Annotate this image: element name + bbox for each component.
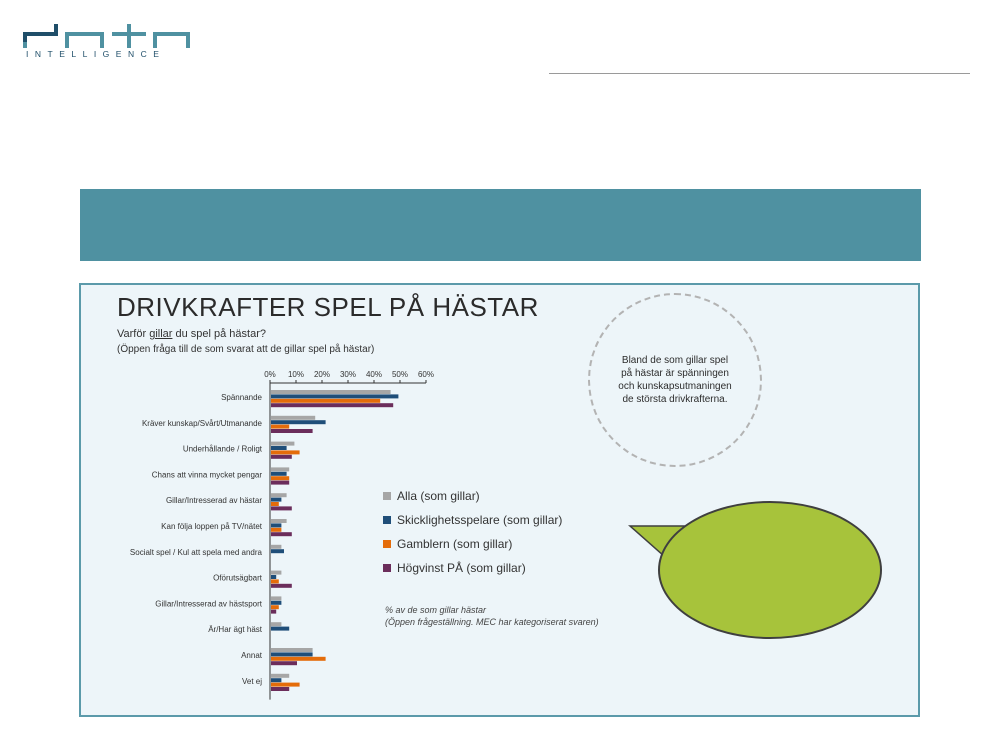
category-label: Socialt spel / Kul att spela med andra — [129, 547, 262, 557]
subtitle-underlined: gillar — [149, 328, 173, 340]
category-label: Spännande — [221, 393, 262, 402]
category-label: Underhållande / Roligt — [182, 444, 262, 454]
bar — [271, 519, 287, 523]
bar — [271, 506, 292, 510]
legend-swatch — [383, 492, 391, 500]
bar — [271, 399, 380, 403]
bar — [271, 472, 287, 476]
bar — [271, 425, 289, 429]
bar — [271, 502, 279, 506]
bar — [271, 610, 276, 614]
legend-item — [383, 489, 480, 503]
bar — [271, 390, 391, 394]
chart-title: DRIVKRAFTER SPEL PÅ HÄSTAR — [117, 292, 539, 322]
bar — [271, 523, 281, 527]
x-tick-label: 60% — [417, 370, 435, 379]
x-tick-label: 0% — [264, 370, 276, 379]
bar — [271, 648, 313, 652]
category-label: Gillar/Intresserad av hästar — [165, 496, 262, 506]
bar — [271, 596, 281, 600]
legend-label: Alla (som gillar) — [397, 489, 480, 503]
subtitle-suffix: du spel på hästar? — [172, 328, 267, 340]
bar — [271, 498, 281, 502]
bar — [271, 571, 281, 575]
bar — [271, 678, 281, 682]
legend-item — [383, 561, 526, 575]
bar — [271, 416, 315, 420]
bar — [271, 674, 289, 678]
category-label: Är/Har ägt häst — [208, 625, 262, 635]
bar — [271, 446, 287, 450]
bar — [271, 442, 294, 446]
category-label: Vet ej — [241, 676, 262, 686]
x-tick-label: 30% — [339, 370, 357, 379]
category-label: Kräver kunskap/Svårt/Utmanande — [141, 418, 262, 428]
bar — [271, 493, 287, 497]
bar — [271, 687, 289, 691]
bar — [271, 652, 313, 656]
note-line-2: (Öppen frågeställning. MEC har kategoriserat svaren) — [385, 617, 599, 627]
legend-label: Gamblern (som gillar) — [397, 537, 513, 551]
bar — [271, 657, 326, 661]
category-label: Kan följa loppen på TV/nätet — [161, 522, 262, 531]
bar — [271, 403, 393, 407]
legend-swatch — [383, 540, 391, 548]
legend-label: Skicklighetsspelare (som gillar) — [397, 513, 563, 527]
category-label: Gillar/Intresserad av hästsport — [155, 599, 262, 609]
x-tick-label: 40% — [365, 370, 383, 379]
bar — [271, 545, 281, 549]
legend-label: Högvinst PÅ (som gillar) — [397, 561, 526, 575]
note-line-1: % av de som gillar hästar — [385, 605, 487, 615]
x-tick-label: 20% — [313, 370, 331, 379]
bar — [271, 661, 297, 665]
speech-bubble — [658, 501, 882, 639]
bar — [271, 683, 300, 687]
bar — [271, 481, 289, 485]
bar — [271, 605, 279, 609]
x-tick-label: 10% — [287, 370, 305, 379]
bar — [271, 476, 289, 480]
category-label: Chans att vinna mycket pengar — [151, 470, 262, 480]
bar — [271, 584, 292, 588]
category-label: Oförutsägbart — [213, 573, 262, 583]
bar — [271, 627, 289, 631]
callout-circle — [588, 293, 762, 467]
legend-item — [383, 537, 512, 551]
chart-subtitle-2: (Öppen fråga till de som svarat att de gillar spel på hästar) — [117, 344, 375, 355]
callout-text: Bland de som gillar spel på hästar är spänningen och kunskapsutmaningen de största drivkrafterna. — [618, 355, 732, 405]
bar — [271, 549, 284, 553]
chart-note — [385, 604, 599, 628]
subtitle-prefix: Varför — [117, 328, 150, 340]
bar — [271, 455, 292, 459]
legend-item — [383, 513, 562, 527]
bar — [271, 579, 279, 583]
legend-swatch — [383, 516, 391, 524]
bar — [271, 622, 281, 626]
legend-swatch — [383, 564, 391, 572]
bar — [271, 450, 300, 454]
bar — [271, 532, 292, 536]
x-tick-label: 50% — [391, 370, 409, 379]
category-label: Annat — [241, 651, 262, 660]
bar — [271, 575, 276, 579]
logo-subtitle: INTELLIGENCE — [26, 49, 166, 59]
bar — [271, 601, 281, 605]
bar — [271, 528, 281, 532]
bar — [271, 467, 289, 471]
bar — [271, 394, 398, 398]
bar — [271, 420, 326, 424]
bar — [271, 429, 313, 433]
